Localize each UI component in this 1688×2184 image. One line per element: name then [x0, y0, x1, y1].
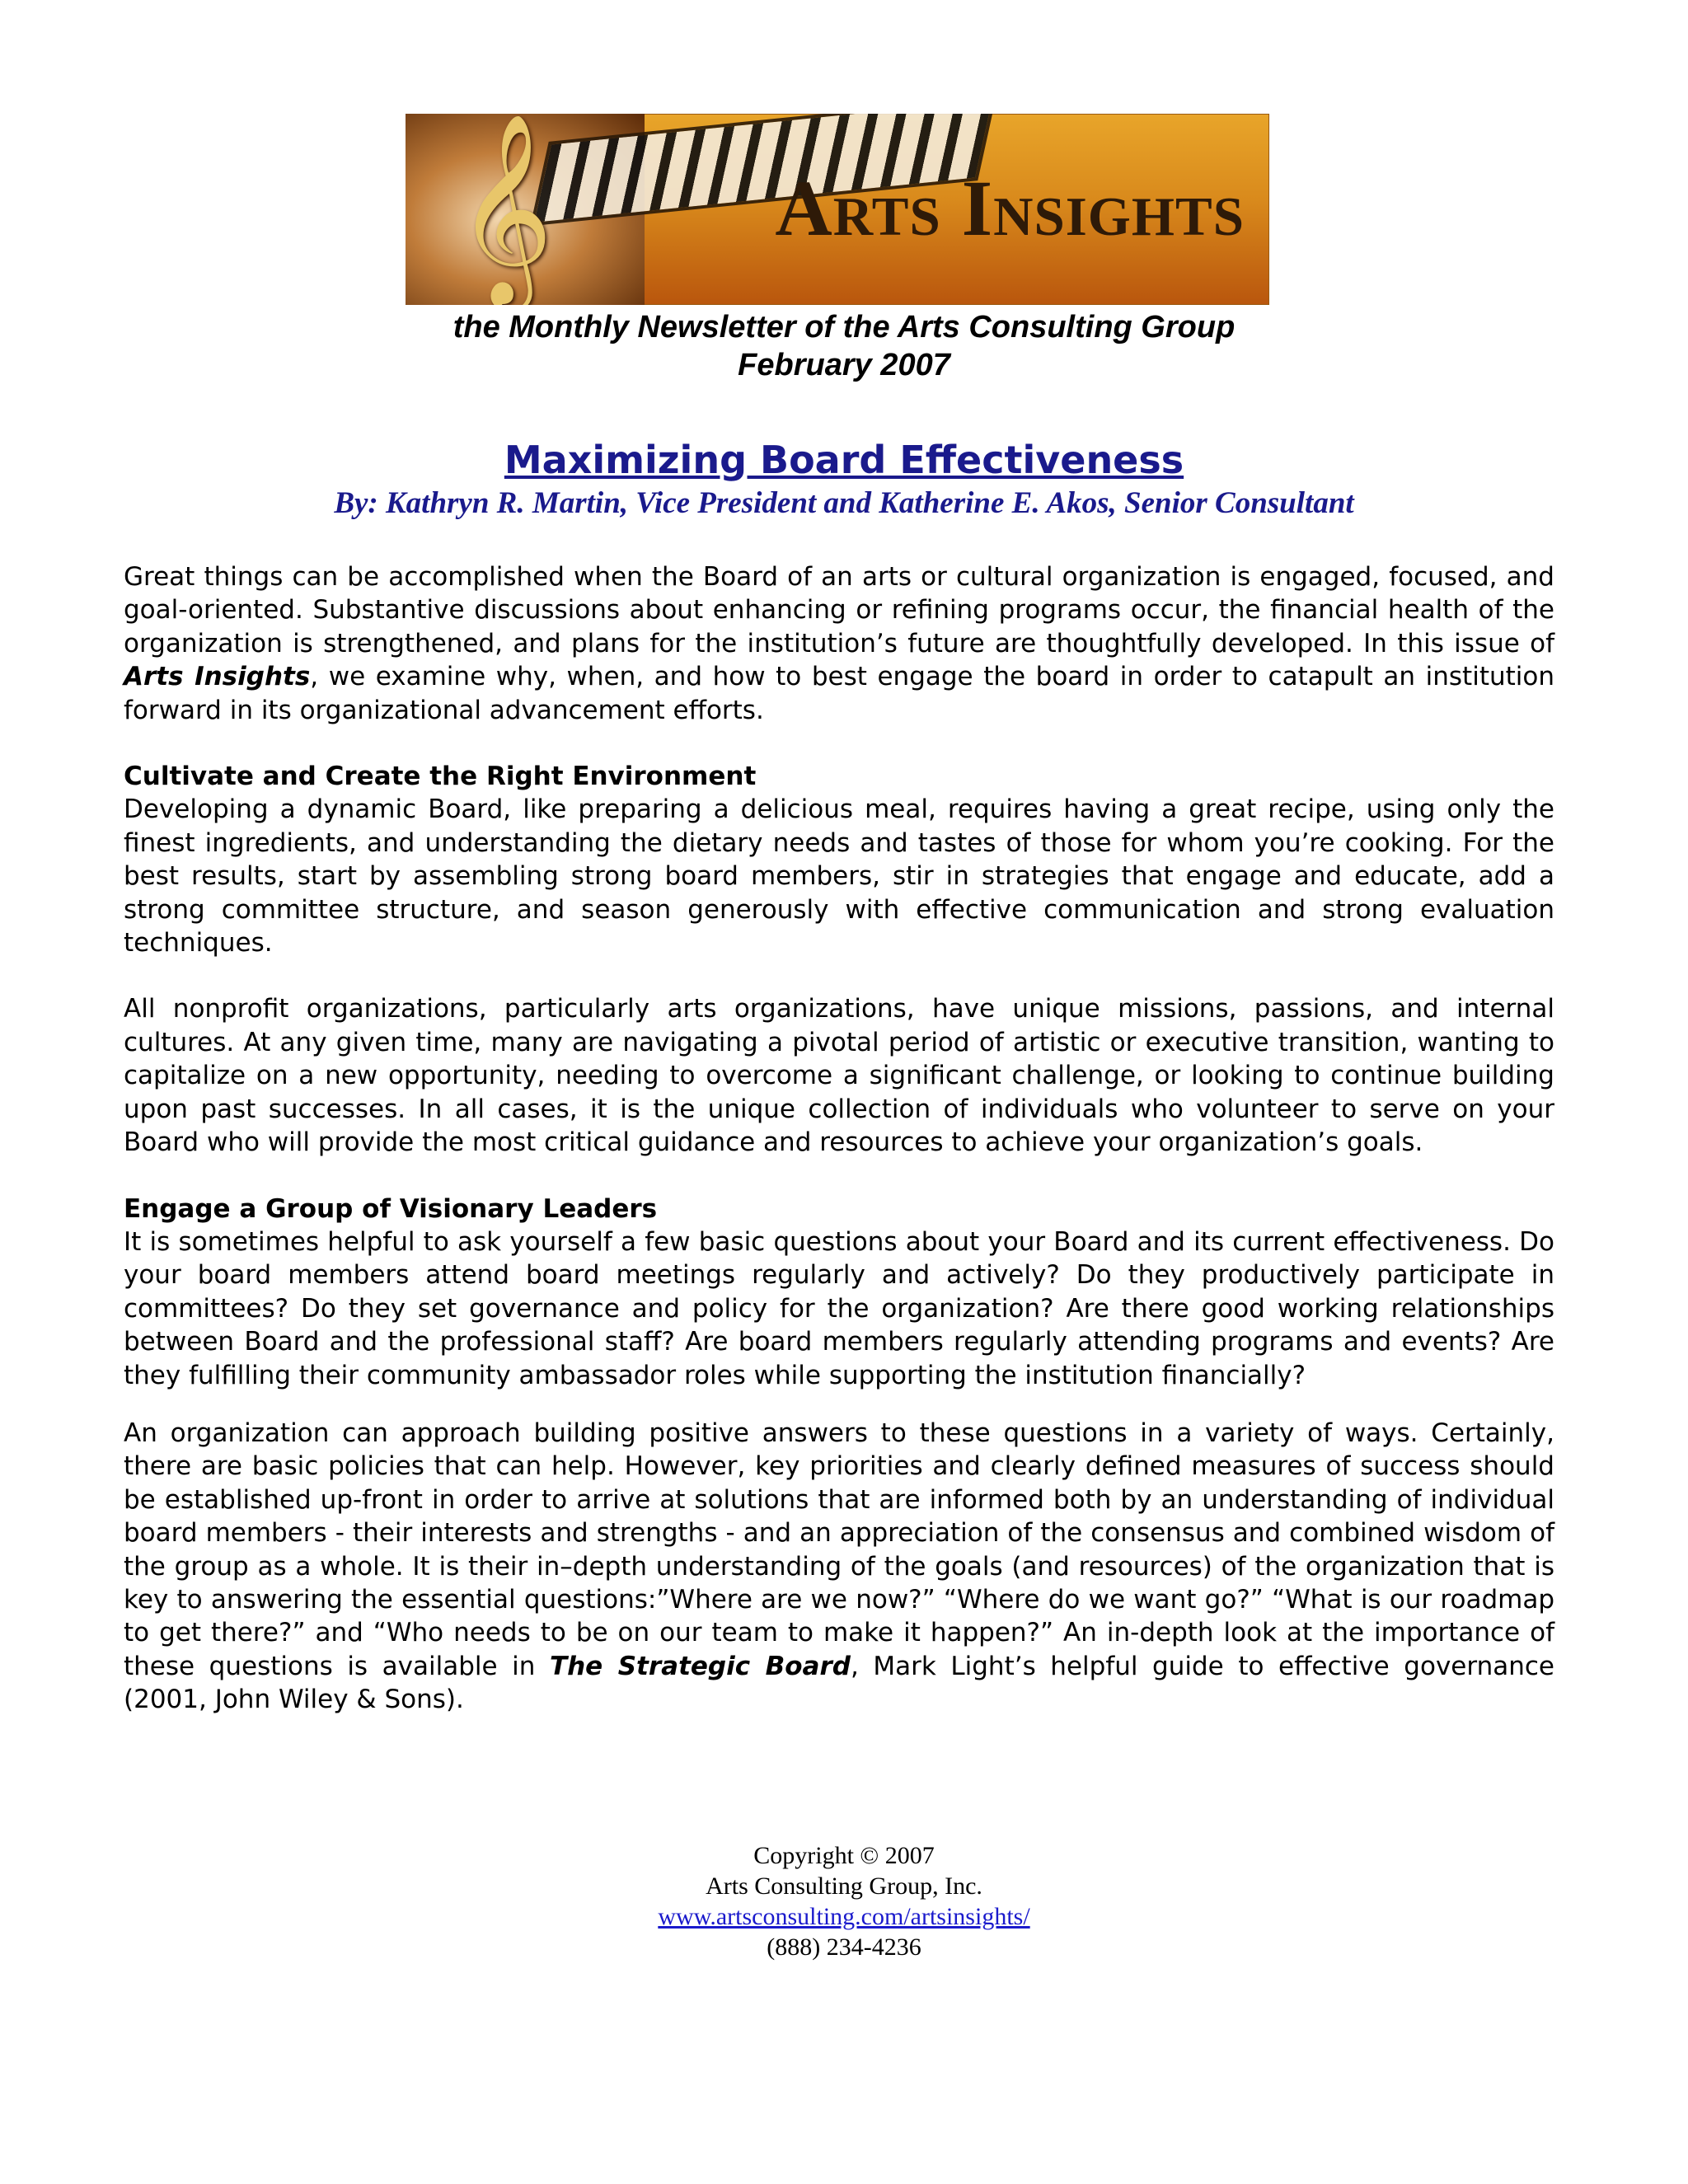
company-name: Arts Consulting Group, Inc.	[706, 1872, 982, 1900]
intro-paragraph	[124, 560, 1554, 727]
paragraph-text-b: , Mark Light’s helpful guide to effective governance (2001, John Wiley & Sons).	[124, 1651, 1554, 1715]
phone-number: (888) 234-4236	[767, 1933, 921, 1961]
article-byline: By: Kathryn R. Martin, Vice President and Katherine E. Akos, Senior Consultant	[334, 486, 1354, 520]
arts-insights-banner	[406, 114, 1269, 305]
copyright-line: Copyright © 2007	[753, 1842, 935, 1869]
paragraph-positive-answers	[124, 1417, 1554, 1717]
paragraph-basic-questions: It is sometimes helpful to ask yourself a few basic questions about your Board and its current effectiveness. Do your board members attend board meetings regularly and actively? Do they productively participate in committees? Do they set governance and policy for the organization? Are there good working relationships between Board and the professional staff? Are board members regularly attending programs and events? Are they fulfilling their community ambassador roles while supporting the institution financially?	[124, 1226, 1554, 1390]
intro-text-b: , we examine why, when, and how to best engage the board in order to catapult an institution forward in its organizational advancement efforts.	[124, 662, 1555, 725]
paragraph-nonprofit-organizations: All nonprofit organizations, particularly arts organizations, have unique missions, passions, and internal cultures. At any given time, many are navigating a pivotal period of artistic or executive transition, wanting to capitalize on a new opportunity, needing to overcome a significant challenge, or looking to continue building upon past successes. In all cases, it is the unique collection of individuals who volunteer to serve on your Board who will provide the most critical guidance and resources to achieve your organization’s goals.	[124, 994, 1554, 1158]
website-link[interactable]: www.artsconsulting.com/artsinsights/	[658, 1903, 1030, 1930]
treble-clef-icon: 𝄞	[455, 114, 554, 304]
paragraph-dynamic-board: Developing a dynamic Board, like preparing a delicious meal, requires having a great recipe, using only the finest ingredients, and understanding the dietary needs and tastes of those for whom you’re cooking. For the best results, start by assembling strong board members, stir in strategies that engage and educate, add a strong committee structure, and season generously with effective communication and strong evaluation techniques.	[124, 794, 1554, 958]
intro-text-a: Great things can be accomplished when the Board of an arts or cultural organization is engaged, focused, and goal-oriented. Substantive discussions about enhancing or refining programs occur, the financial health of the organization is strengthened, and plans for the institution’s future are thoughtfully developed. In this issue of	[124, 562, 1554, 658]
newsletter-date: February 2007	[738, 348, 950, 382]
article-body	[124, 560, 1554, 1717]
book-title: The Strategic Board	[549, 1651, 851, 1681]
newsletter-tagline: the Monthly Newsletter of the Arts Consulting Group	[452, 310, 1236, 344]
publication-name: Arts Insights	[124, 662, 311, 692]
section-heading-visionary-leaders: Engage a Group of Visionary Leaders	[124, 1193, 658, 1224]
banner-title: Arts Insights	[775, 164, 1245, 252]
article-title: Maximizing Board Effectiveness	[504, 438, 1184, 482]
footer	[0, 1840, 1688, 1962]
section-heading-environment: Cultivate and Create the Right Environment	[124, 762, 757, 792]
paragraph-text-a: An organization can approach building positive answers to these questions in a variety of ways. Certainly, there are basic policies that can help. However, key priorities and clearly defined measures of success should be established up-front in order to arrive at solutions that are informed both by an understanding of individual board members - their interests and strengths - and an appreciation of the consensus and combined wisdom of the group as a whole. It is their in–depth understanding of the goals (and resources) of the organization that is key to answering the essential questions:”Where are we now?” “Where do we want go?” “What is our roadmap to get there?” and “Who needs to be on our team to make it happen?” An in-depth look at the importance of these questions is available in	[124, 1418, 1554, 1681]
